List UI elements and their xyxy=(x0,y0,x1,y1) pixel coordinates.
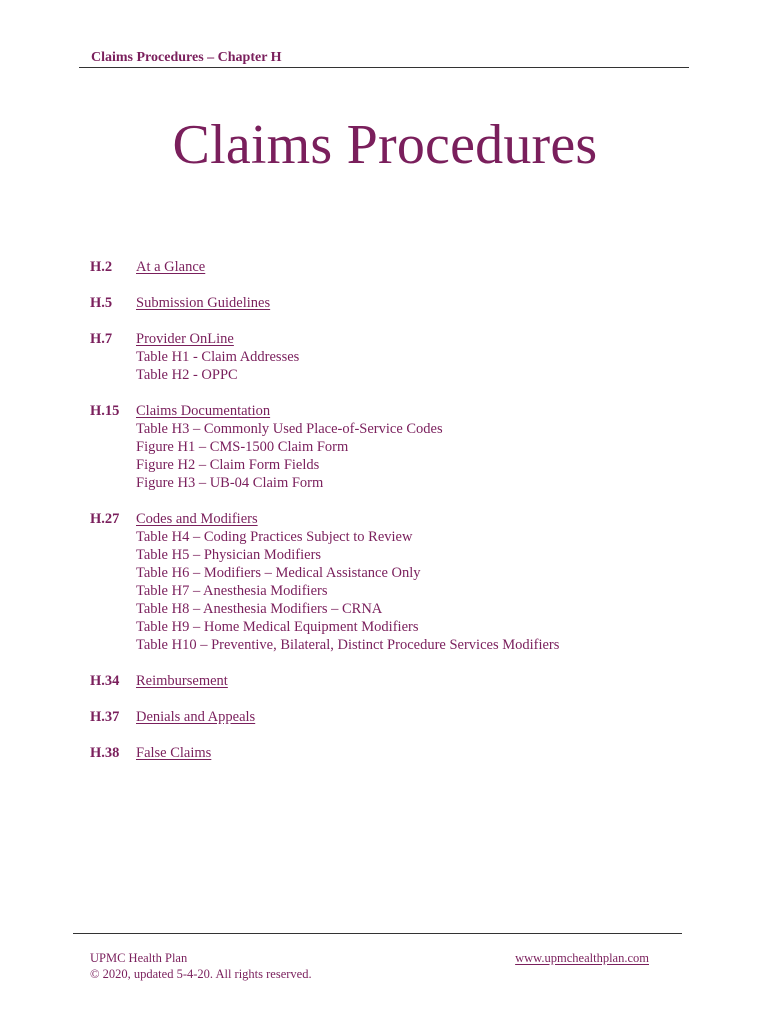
toc-entry xyxy=(90,402,710,492)
toc-subitem: Table H8 – Anesthesia Modifiers – CRNA xyxy=(136,601,383,617)
toc-link-reimbursement[interactable]: Reimbursement xyxy=(136,673,228,689)
toc-link-codes-and-modifiers[interactable]: Codes and Modifiers xyxy=(136,511,258,527)
footer-org: UPMC Health Plan xyxy=(90,951,188,965)
footer-copyright: © 2020, updated 5-4-20. All rights reserved. xyxy=(90,967,312,981)
toc-link-false-claims[interactable]: False Claims xyxy=(136,745,212,761)
toc-section-number: H.37 xyxy=(90,709,120,725)
toc-section-number: H.5 xyxy=(90,295,113,311)
toc-subitem: Table H2 - OPPC xyxy=(136,367,238,383)
toc-section-number: H.15 xyxy=(90,403,120,419)
toc-link-claims-documentation[interactable]: Claims Documentation xyxy=(136,403,271,419)
running-header-title: Claims Procedures – Chapter H xyxy=(91,50,282,65)
toc-link-at-a-glance[interactable]: At a Glance xyxy=(136,259,206,275)
toc-entry xyxy=(90,510,710,654)
toc-section-number: H.34 xyxy=(90,673,120,689)
toc-subitem: Table H5 – Physician Modifiers xyxy=(136,547,322,563)
toc-section-number: H.38 xyxy=(90,745,120,761)
footer-website-link[interactable]: www.upmchealthplan.com xyxy=(515,951,649,965)
toc-subitem: Table H3 – Commonly Used Place-of-Service Codes xyxy=(136,421,443,437)
toc-entry xyxy=(90,672,710,690)
toc-section-number: H.7 xyxy=(90,331,113,347)
toc-section-number: H.2 xyxy=(90,259,113,275)
page-title: Claims Procedures xyxy=(172,114,598,176)
toc-subitem: Table H4 – Coding Practices Subject to Review xyxy=(136,529,413,545)
footer-divider xyxy=(73,933,682,934)
toc-subitem: Table H1 - Claim Addresses xyxy=(136,349,300,365)
toc-entry xyxy=(90,744,710,762)
toc-subitem: Table H9 – Home Medical Equipment Modifiers xyxy=(136,619,419,635)
toc-section-number: H.27 xyxy=(90,511,120,527)
toc-entry xyxy=(90,330,710,384)
footer-info xyxy=(90,950,312,982)
running-header xyxy=(79,48,689,68)
toc-entry xyxy=(90,294,710,312)
toc-subitem: Figure H3 – UB-04 Claim Form xyxy=(136,475,324,491)
table-of-contents xyxy=(90,258,710,780)
toc-entry xyxy=(90,708,710,726)
toc-subitem: Figure H2 – Claim Form Fields xyxy=(136,457,320,473)
toc-subitem: Figure H1 – CMS-1500 Claim Form xyxy=(136,439,349,455)
toc-link-provider-online[interactable]: Provider OnLine xyxy=(136,331,234,347)
toc-subitem: Table H7 – Anesthesia Modifiers xyxy=(136,583,328,599)
toc-subitem: Table H10 – Preventive, Bilateral, Distinct Procedure Services Modifiers xyxy=(136,637,560,653)
toc-link-submission-guidelines[interactable]: Submission Guidelines xyxy=(136,295,271,311)
toc-entry xyxy=(90,258,710,276)
toc-subitem: Table H6 – Modifiers – Medical Assistance Only xyxy=(136,565,421,581)
toc-link-denials-and-appeals[interactable]: Denials and Appeals xyxy=(136,709,256,725)
